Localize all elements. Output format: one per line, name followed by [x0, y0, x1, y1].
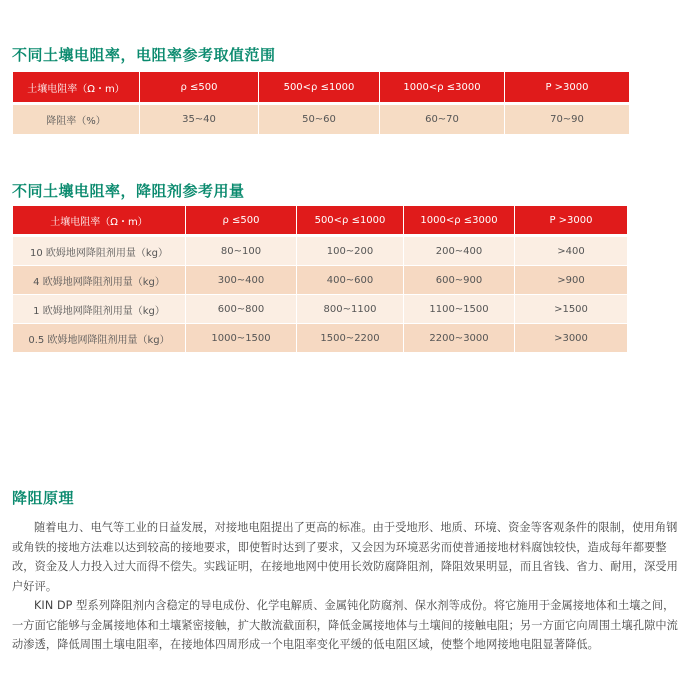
- principle-title: 降阻原理: [12, 489, 75, 507]
- table-cell: 300~400: [186, 266, 296, 295]
- row-label: 1 欧姆地网降阻剂用量（kg）: [13, 295, 185, 324]
- table-cell: 1100~1500: [404, 295, 514, 324]
- header-cell: 1000<ρ ≤3000: [404, 206, 514, 237]
- table-cell: 50~60: [259, 105, 379, 135]
- table-cell: 1500~2200: [297, 324, 403, 353]
- header-cell: ρ ≤500: [186, 206, 296, 237]
- table-cell: 100~200: [297, 237, 403, 266]
- table2-title: 不同土壤电阻率，降阻剂参考用量: [12, 182, 245, 200]
- table-cell: >900: [515, 266, 627, 295]
- header-cell: 500<ρ ≤1000: [259, 72, 379, 105]
- table-cell: 800~1100: [297, 295, 403, 324]
- header-cell: 500<ρ ≤1000: [297, 206, 403, 237]
- table-cell: 60~70: [380, 105, 504, 135]
- table-row: [13, 266, 627, 295]
- table-cell: 70~90: [505, 105, 629, 135]
- table-cell: 200~400: [404, 237, 514, 266]
- header-cell: 1000<ρ ≤3000: [380, 72, 504, 105]
- table-cell: 80~100: [186, 237, 296, 266]
- header-cell: P >3000: [515, 206, 627, 237]
- row-label: 4 欧姆地网降阻剂用量（kg）: [13, 266, 185, 295]
- table-cell: >400: [515, 237, 627, 266]
- header-cell: 土壤电阻率（Ω・m）: [13, 72, 139, 105]
- header-cell: ρ ≤500: [140, 72, 258, 105]
- row-label: 降阻率（%）: [13, 105, 139, 135]
- table-cell: 1000~1500: [186, 324, 296, 353]
- dosage-table: [12, 206, 628, 353]
- table-cell: 600~900: [404, 266, 514, 295]
- paragraph: 随着电力、电气等工业的日益发展，对接地电阻提出了更高的标准。由于受地形、地质、环境、资金等客观条件的限制，使用角钢或角铁的接地方法难以达到较高的接地要求，即使暂时达到了要求，又会因为环境恶劣而使普通接地材料腐蚀较快，造成每年都要整改，资金及人力投入过大而得不偿失。实践证明，在接地地网中使用长效防腐降阻剂，降阻效果明显，而且省钱、省力、耐用，深受用户好评。: [12, 521, 678, 593]
- table-header-row: [13, 72, 629, 105]
- principle-body: [12, 518, 680, 655]
- paragraph: KIN DP 型系列降阻剂内含稳定的导电成份、化学电解质、金属钝化防腐剂、保水剂等成份。将它施用于金属接地体和土壤之间，一方面它能够与金属接地体和土壤紧密接触，扩大散流截面积，降低金属接地体与土壤间的接触电阻；另一方面它向周围土壤孔隙中流动渗透，降低周围土壤电阻率，在接地体四周形成一个电阻率变化平缓的低电阻区域，使整个地网接地电阻显著降低。: [12, 599, 678, 651]
- table-row: [13, 324, 627, 353]
- header-cell: P >3000: [505, 72, 629, 105]
- table-cell: >3000: [515, 324, 627, 353]
- resistivity-reduction-table: [12, 72, 630, 135]
- row-label: 10 欧姆地网降阻剂用量（kg）: [13, 237, 185, 266]
- table-cell: >1500: [515, 295, 627, 324]
- table-row: [13, 105, 629, 135]
- table-row: [13, 295, 627, 324]
- table-cell: 2200~3000: [404, 324, 514, 353]
- table-cell: 400~600: [297, 266, 403, 295]
- table-cell: 600~800: [186, 295, 296, 324]
- header-cell: 土壤电阻率（Ω・m）: [13, 206, 185, 237]
- table-header-row: [13, 206, 627, 237]
- table-cell: 35~40: [140, 105, 258, 135]
- row-label: 0.5 欧姆地网降阻剂用量（kg）: [13, 324, 185, 353]
- table1-title: 不同土壤电阻率，电阻率参考取值范围: [12, 46, 276, 64]
- table-row: [13, 237, 627, 266]
